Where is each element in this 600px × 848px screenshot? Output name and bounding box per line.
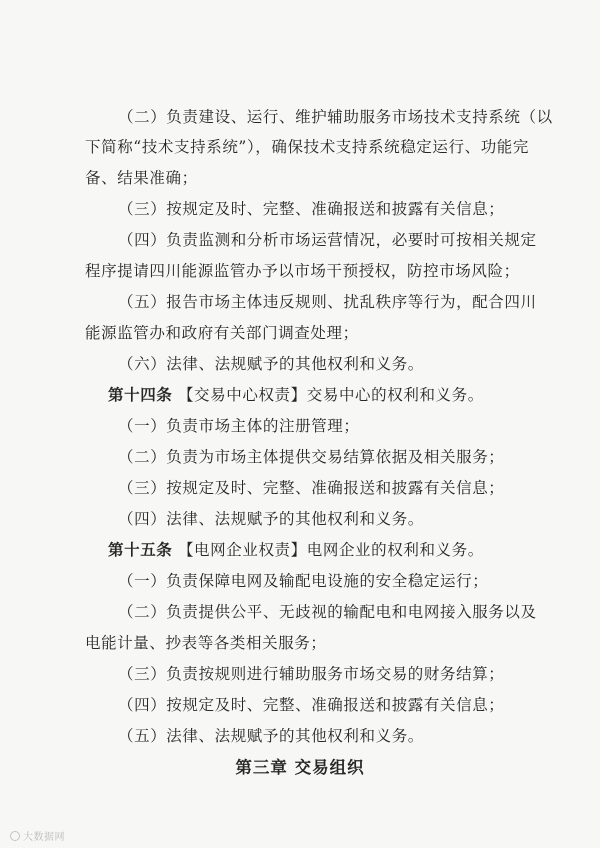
article-15-item-3: （三）负责按规则进行辅助服务市场交易的财务结算； [118,665,505,683]
article-14-item-2: （二）负责为市场主体提供交易结算依据及相关服务； [118,448,505,466]
article-15-title: 【电网企业权责】电网企业的权利和义务。 [177,541,484,559]
article-15-item-5: （五）法律、法规赋予的其他权利和义务。 [118,727,424,745]
chapter-title: 第三章 交易组织 [235,758,365,777]
item-6: （六）法律、法规赋予的其他权利和义务。 [118,355,424,373]
watermark-text: 大数据网 [23,832,65,843]
item-5-line-2: 能源监管办和政府有关部门调查处理； [85,324,359,342]
item-3: （三）按规定及时、完整、准确报送和披露有关信息； [118,200,505,218]
item-5-line-1: （五）报告市场主体违反规则、扰乱秩序等行为，配合四川 [118,293,537,311]
article-14-number: 第十四条 [108,385,173,404]
article-14-heading [108,385,484,405]
article-14-item-1: （一）负责市场主体的注册管理； [118,417,360,435]
item-4-line-2: 程序提请四川能源监管办予以市场干预授权，防控市场风险； [85,262,520,280]
article-15-heading [108,540,484,560]
item-4-line-1: （四）负责监测和分析市场运营情况，必要时可按相关规定 [118,231,537,249]
article-15-item-1: （一）负责保障电网及输配电设施的安全稳定运行； [118,572,489,590]
article-15-item-2-line-2: 电能计量、抄表等各类相关服务； [85,634,327,652]
article-14-item-4: （四）法律、法规赋予的其他权利和义务。 [118,510,424,528]
article-15-number: 第十五条 [108,540,173,559]
item-2-line-1: （二）负责建设、运行、维护辅助服务市场技术支持系统（以 [118,108,553,126]
watermark-logo-icon [10,831,20,841]
article-15-item-2-line-1: （二）负责提供公平、无歧视的输配电和电网接入服务以及 [118,603,537,621]
article-15-item-4: （四）按规定及时、完整、准确报送和披露有关信息； [118,696,505,714]
article-14-item-3: （三）按规定及时、完整、准确报送和披露有关信息； [118,479,505,497]
item-2-line-3: 备、结果准确； [85,169,198,187]
item-2-line-2: 下简称“技术支持系统”），确保技术支持系统稳定运行、功能完 [85,138,529,156]
watermark [10,828,65,843]
article-14-title: 【交易中心权责】交易中心的权利和义务。 [177,386,484,404]
